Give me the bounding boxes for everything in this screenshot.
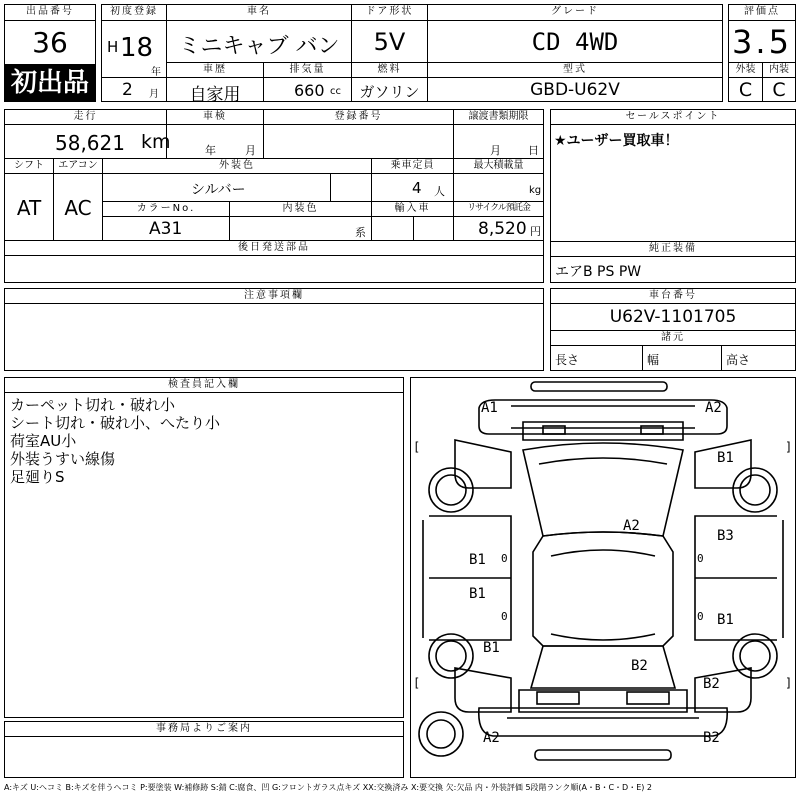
reg-year-unit: 年 [151, 67, 161, 78]
fuel-cell [351, 77, 428, 102]
chassis-cell [550, 303, 796, 331]
later-parts-label: 後日発送部品 [4, 240, 544, 256]
interior-cell [762, 77, 796, 102]
bracket-left-2: [ [413, 676, 421, 690]
model: GBD-U62V [530, 80, 620, 100]
inspector-cell [4, 392, 404, 718]
dims-width: 幅 [647, 353, 660, 367]
lot-no-label: 出品番号 [4, 4, 96, 21]
seats: 4 [412, 179, 422, 197]
displacement-label: 排気量 [263, 62, 352, 78]
seats-label: 乗車定員 [371, 158, 454, 174]
equipment-text: エアB PS PW [555, 264, 642, 280]
transfer-month-unit: 月 [490, 144, 501, 157]
color-label: 外装色 [102, 158, 372, 174]
mileage-unit: km [141, 131, 171, 153]
seats-unit: 人 [434, 185, 445, 198]
intcolor-unit: 系 [355, 226, 366, 239]
exterior-cell [728, 77, 763, 102]
import-cell-a [371, 216, 414, 241]
shift-label: シフト [4, 158, 54, 174]
score-cell [728, 20, 796, 63]
dims-height-cell [721, 345, 796, 371]
later-parts-cell [4, 255, 544, 283]
rear-bar-bottom [535, 750, 671, 760]
fuel: ガソリン [359, 83, 420, 101]
history-cell [166, 77, 264, 105]
intcolor-label: 内装色 [229, 201, 372, 217]
recycle-cell [453, 216, 544, 241]
office-label: 事務局よりご案内 [4, 721, 404, 737]
mark-left-rear-fender: B1 [483, 640, 500, 656]
era: H [107, 38, 119, 56]
roof-curve-bottom [551, 634, 655, 640]
load-unit: kg [529, 185, 542, 196]
mark-right-rear-door: B1 [717, 612, 734, 628]
windshield [523, 443, 683, 536]
import-cell-b [413, 216, 454, 241]
rear-left-wheel-inner [436, 641, 466, 671]
recycle-unit: 円 [530, 225, 541, 238]
mark-front-right: A2 [705, 400, 722, 416]
inspection-month-unit: 月 [245, 144, 256, 157]
dims-label: 諸元 [550, 330, 796, 346]
bracket-right-2: ] [785, 676, 793, 690]
mark-rear-window: B2 [631, 658, 648, 674]
ac-label: エアコン [53, 158, 103, 174]
bracket-left-1: [ [413, 440, 421, 454]
bumper-inner [511, 406, 695, 428]
color-cell [102, 173, 331, 202]
exterior: C [738, 79, 753, 101]
model-cell [427, 77, 723, 102]
mark-right-rear-fender: B2 [703, 676, 720, 692]
office-cell [4, 736, 404, 778]
mileage-cell [4, 124, 171, 159]
windshield-inner [539, 458, 667, 464]
mark-left-rear-door: B1 [469, 586, 486, 602]
colorno-label: カラーNo. [102, 201, 230, 217]
door: 5V [373, 28, 406, 56]
chassis-label: 車台番号 [550, 288, 796, 304]
zero-left-2: 0 [501, 610, 508, 623]
mark-roof: A2 [623, 518, 640, 534]
first-listing-text: 初出品 [10, 68, 89, 98]
inspector-line-3: 荷室AU小 [10, 432, 77, 450]
dims-height: 高さ [726, 353, 751, 367]
mark-left-front-door: B1 [469, 552, 486, 568]
reg-month: 2 [122, 80, 133, 100]
interior: C [772, 79, 786, 101]
displacement: 660 [294, 81, 325, 100]
intcolor-cell [229, 216, 372, 241]
mark-rear-right: B2 [703, 730, 720, 746]
displacement-unit: cc [330, 86, 341, 97]
notes-cell [4, 303, 544, 371]
colorno: A31 [149, 219, 183, 239]
rear-right-wheel-inner [740, 641, 770, 671]
door-cell [351, 20, 428, 63]
lot-no-cell [4, 20, 96, 65]
shift: AT [16, 196, 42, 220]
sales-label: セールスポイント [550, 109, 796, 125]
sales-cell [550, 124, 796, 242]
mark-front-left: A1 [481, 400, 498, 416]
car-diagram [411, 378, 795, 777]
inspector-line-4: 外装うすい線傷 [10, 450, 116, 468]
model-label: 型式 [427, 62, 723, 78]
equipment-cell [550, 256, 796, 283]
interior-label: 内装 [762, 62, 796, 78]
fuel-label: 燃料 [351, 62, 428, 78]
zero-right-2: 0 [697, 610, 704, 623]
car-name-cell [166, 20, 352, 63]
footer-legend: A:キズ U:ヘコミ B:キズを伴うヘコミ P:要塗装 W:補修跡 S:錆 C:腐食、凹 G:フロントガラス点キズ XX:交換済み X:要交換 欠:欠品 内・外装評価 5段階ランク順(A・B・C・D・E) 2 [4, 783, 653, 792]
transfer-day-unit: 日 [528, 144, 539, 157]
roof-curve-top [551, 550, 655, 556]
mark-rear-left: A2 [483, 730, 500, 746]
car-diagram-frame [410, 377, 796, 778]
plate-label: 登録番号 [263, 109, 454, 125]
color-extra-cell [330, 173, 372, 202]
history-label: 車歴 [166, 62, 264, 78]
recycle-label: リサイクル預託金 [453, 201, 544, 217]
mileage: 58,621 [55, 131, 125, 155]
plate-cell [263, 124, 454, 159]
bracket-right-1: ] [785, 440, 793, 454]
seats-cell [371, 173, 454, 202]
load-cell [453, 173, 544, 202]
color: シルバー [191, 182, 246, 198]
inspector-line-1: カーペット切れ・破れ小 [10, 396, 176, 414]
front-right-wheel-inner [740, 475, 770, 505]
dims-length-cell [550, 345, 643, 371]
notes-label: 注意事項欄 [4, 288, 544, 304]
front-bumper [479, 400, 727, 434]
mark-right-front-door: B3 [717, 528, 734, 544]
colorno-cell [102, 216, 230, 241]
transfer-label: 譲渡書類期限 [453, 109, 544, 125]
rear-window [531, 646, 675, 688]
door-label: ドア形状 [351, 4, 428, 21]
displacement-cell [263, 77, 352, 102]
spare-wheel-inner [427, 720, 455, 748]
inspection-year-unit: 年 [205, 144, 216, 157]
score: 3.5 [732, 23, 792, 61]
dims-width-cell [642, 345, 722, 371]
recycle: 8,520 [478, 219, 527, 239]
history: 自家用 [189, 85, 241, 105]
shift-cell [4, 173, 54, 241]
zero-left-1: 0 [501, 552, 508, 565]
equipment-label: 純正装備 [550, 241, 796, 257]
reg-month-unit: 月 [149, 89, 159, 100]
exterior-label: 外装 [728, 62, 763, 78]
inspector-line-2: シート切れ・破れ小、へたり小 [10, 414, 221, 432]
car-name-label: 車名 [166, 4, 352, 21]
grade-cell [427, 20, 723, 63]
grade: CD 4WD [531, 28, 619, 56]
inspection-label: 車検 [166, 109, 264, 125]
sales-text: ★ユーザー買取車！ [554, 133, 679, 149]
import-label: 輸入車 [371, 201, 454, 217]
inspector-label: 検査員記入欄 [4, 377, 404, 393]
reg-label: 初度登録 [101, 4, 167, 21]
rear-plate-1 [537, 692, 579, 704]
reg-year: 18 [120, 33, 154, 63]
grade-label: グレード [427, 4, 723, 21]
mark-right-front-fender: B1 [717, 450, 734, 466]
chassis-value: U62V-1101705 [609, 307, 737, 327]
mileage-label: 走行 [4, 109, 167, 125]
rear-plate-2 [627, 692, 669, 704]
roof-outline [533, 532, 673, 646]
transfer-cell [453, 124, 544, 159]
score-label: 評価点 [728, 4, 796, 21]
load-label: 最大積載量 [453, 158, 544, 174]
dims-length: 長さ [555, 353, 580, 367]
spare-wheel [419, 712, 463, 756]
zero-right-1: 0 [697, 552, 704, 565]
car-name: ミニキャブ バン [178, 34, 340, 59]
ac-cell [53, 173, 103, 241]
inspector-line-5: 足廻りS [10, 468, 65, 486]
reg-month-cell [101, 77, 167, 102]
roof-bar-top [531, 382, 667, 391]
front-left-wheel-inner [436, 475, 466, 505]
lot-no: 36 [32, 26, 68, 59]
inspection-cell [166, 124, 264, 159]
ac: AC [64, 196, 92, 220]
first-listing-badge [4, 64, 96, 102]
hood-front [523, 422, 683, 440]
reg-cell [101, 20, 167, 78]
